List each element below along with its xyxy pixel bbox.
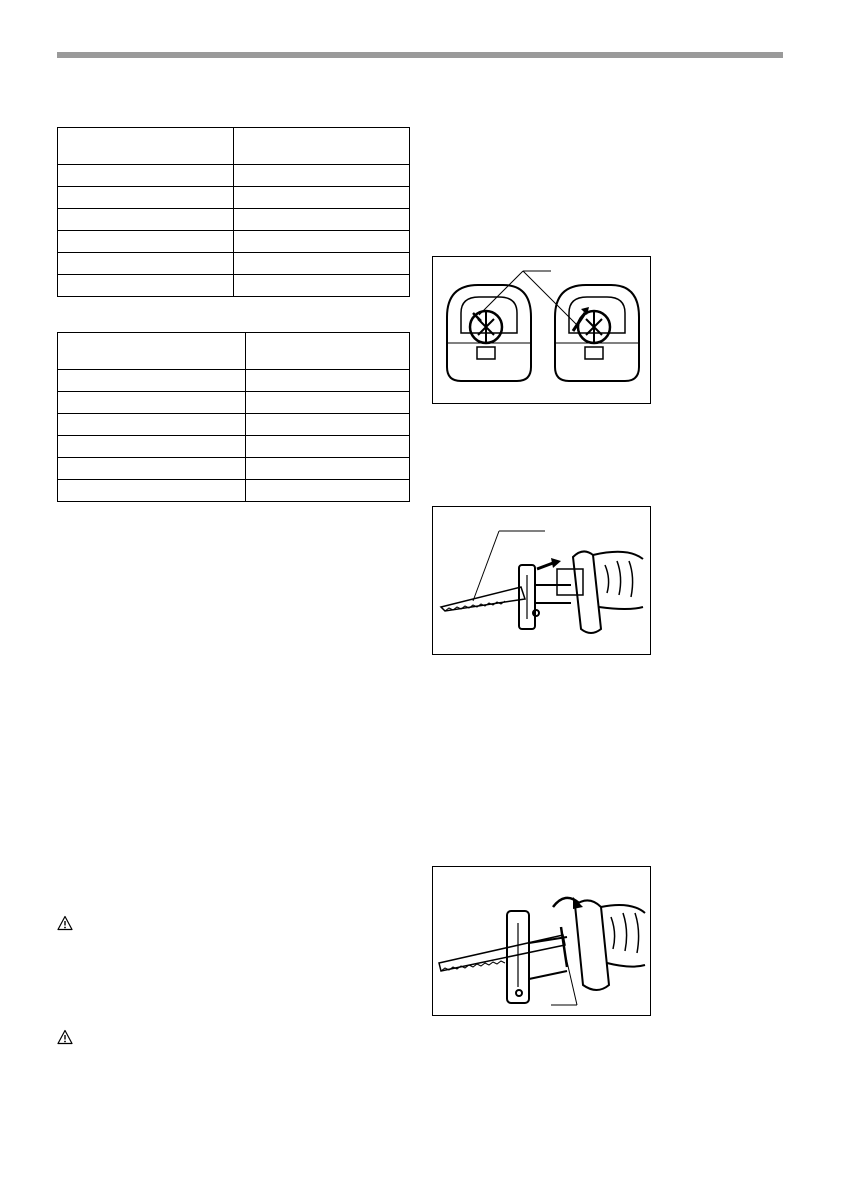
table-row: [58, 392, 410, 414]
table-row: [58, 128, 410, 165]
table-cell: [58, 275, 234, 297]
header-rule: [57, 52, 783, 58]
table-row: [58, 414, 410, 436]
table-cell: [58, 253, 234, 275]
table-row: [58, 275, 410, 297]
table-cell: [234, 231, 410, 253]
table-cell: [234, 253, 410, 275]
blade-clamp-lever-illustration: [433, 257, 652, 405]
table-cell: [58, 458, 246, 480]
table-row: [58, 480, 410, 502]
table-cell: [246, 480, 410, 502]
table-cell: [58, 165, 234, 187]
table-cell: [234, 165, 410, 187]
table-cell: [58, 128, 234, 165]
figure-blade-clamp-lever: [432, 256, 651, 404]
table-row: [58, 187, 410, 209]
table-cell: [246, 333, 410, 370]
table-cell: [58, 480, 246, 502]
table-cell: [58, 370, 246, 392]
table-row: [58, 458, 410, 480]
table-cell: [234, 275, 410, 297]
blade-clamp-rotation-illustration: [433, 867, 652, 1017]
table-cell: [58, 333, 246, 370]
table-cell: [58, 209, 234, 231]
table-cell: [246, 370, 410, 392]
table-cell: [234, 209, 410, 231]
table-cell: [58, 392, 246, 414]
table-cell: [58, 187, 234, 209]
blade-insertion-illustration: [433, 507, 652, 656]
table-row: [58, 333, 410, 370]
figure-blade-insertion: [432, 506, 651, 655]
table-cell: [246, 436, 410, 458]
table-cell: [58, 231, 234, 253]
figure-blade-clamp-rotation: [432, 866, 651, 1016]
table-row: [58, 165, 410, 187]
warning-triangle-icon: [57, 915, 73, 931]
table-cell: [234, 187, 410, 209]
table-row: [58, 436, 410, 458]
table-cell: [58, 414, 246, 436]
table-row: [58, 253, 410, 275]
table-row: [58, 370, 410, 392]
table-cell: [58, 436, 246, 458]
table-row: [58, 209, 410, 231]
table-cell: [234, 128, 410, 165]
spec-table-2: [57, 332, 410, 502]
spec-table-1: [57, 127, 410, 297]
table-cell: [246, 414, 410, 436]
table-cell: [246, 392, 410, 414]
warning-triangle-icon: [57, 1029, 73, 1045]
table-cell: [246, 458, 410, 480]
table-row: [58, 231, 410, 253]
